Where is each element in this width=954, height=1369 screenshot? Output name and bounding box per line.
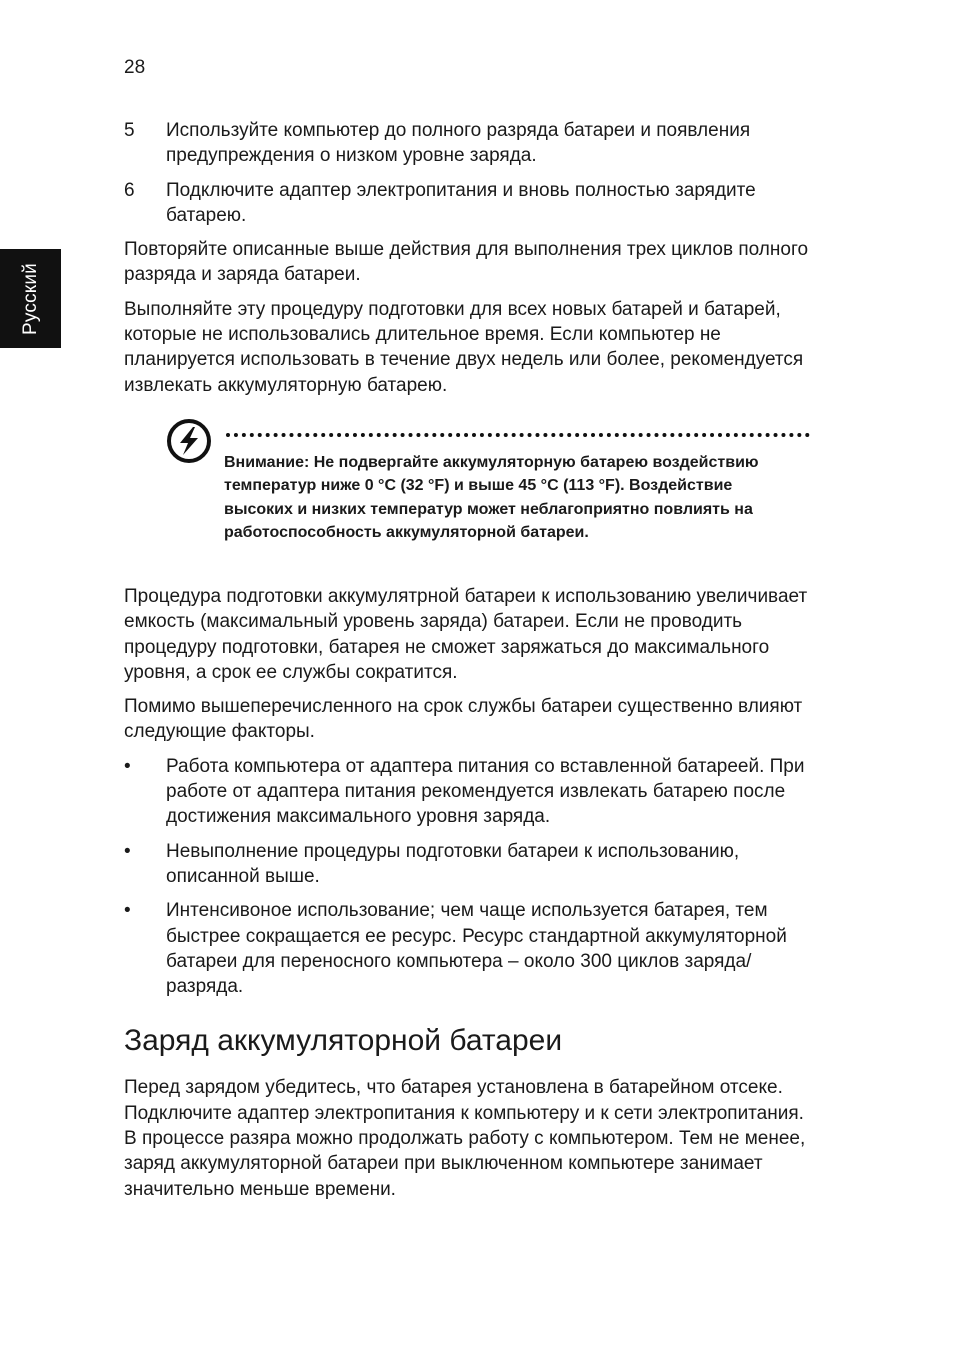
- bullet-marker: •: [124, 840, 131, 862]
- bullet-item: [124, 898, 814, 999]
- bullet-marker: •: [124, 900, 131, 922]
- section-paragraph: Перед зарядом убедитесь, что батарея установлена в батарейном отсеке. Подключите адаптер электропитания к компьютеру и к сети электропитания. В процессе разяра можно продолжать работу с компьютером. Тем не менее, заряд аккумуляторной батареи при выключенном компьютере занимает значительно меньше времени.: [124, 1077, 806, 1200]
- bullet-item: [124, 754, 814, 830]
- warning-lightning-icon: [166, 418, 212, 464]
- step-number: 5: [124, 120, 135, 141]
- body-paragraph: Повторяйте описанные выше действия для выполнения трех циклов полного разряда и заряда батареи.: [124, 239, 809, 286]
- bullet-text: Работа компьютера от адаптера питания со вставленной батареей. При работе от адаптера питания рекомендуется извлекать батарею после достижения максимального уровня заряда.: [166, 755, 805, 828]
- bullet-item: [124, 839, 814, 890]
- bullet-marker: •: [124, 755, 131, 777]
- step-text: Подключите адаптер электропитания и вновь полностью зарядите батарею.: [166, 179, 756, 226]
- body-paragraph: Процедура подготовки аккумулятрной батареи к использованию увеличивает емкость (максимальный уровень заряда) батареи. Если не проводить процедуру подготовки, батарея не сможет заряжаться до максимального уровня, а срок ее службы сократится.: [124, 585, 808, 683]
- page-number: 28: [124, 57, 146, 78]
- bullet-text: Интенсивоное использование; чем чаще используется батарея, тем быстрее сокращается ее ресурс. Ресурс стандартной аккумуляторной батареи для переносного компьютера – около 300 циклов заряда/разряда.: [166, 900, 787, 998]
- step-text: Используйте компьютер до полного разряда батареи и появления предупреждения о низком уровне заряда.: [166, 120, 751, 167]
- numbered-step: [124, 118, 814, 169]
- body-paragraph: Помимо вышеперечисленного на срок службы батареи существенно влияют следующие факторы.: [124, 696, 803, 743]
- step-number: 6: [124, 179, 135, 201]
- page-content: [124, 118, 814, 1211]
- section-heading: Заряд аккумуляторной батареи: [124, 1024, 563, 1058]
- dotted-separator: [226, 433, 810, 437]
- warning-callout: [124, 416, 814, 562]
- language-side-tab: [0, 249, 61, 348]
- language-side-tab-label: Русский: [19, 262, 41, 335]
- bullet-text: Невыполнение процедуры подготовки батареи к использованию, описанной выше.: [166, 840, 740, 887]
- numbered-step: [124, 178, 814, 229]
- body-paragraph: Выполняйте эту процедуру подготовки для всех новых батарей и батарей, которые не использовались длительное время. Если компьютер не планируется использовать в течение двух недель или более, рекомендуется извлекать аккумуляторную батарею.: [124, 298, 804, 396]
- warning-text: Внимание: Не подвергайте аккумуляторную батарею воздействию температур ниже 0 °C (32 °F) и выше 45 °C (113 °F). Воздействие высоких и низких температур может неблагоприятно повлиять на работоспособность аккумуляторной батареи.: [224, 453, 759, 541]
